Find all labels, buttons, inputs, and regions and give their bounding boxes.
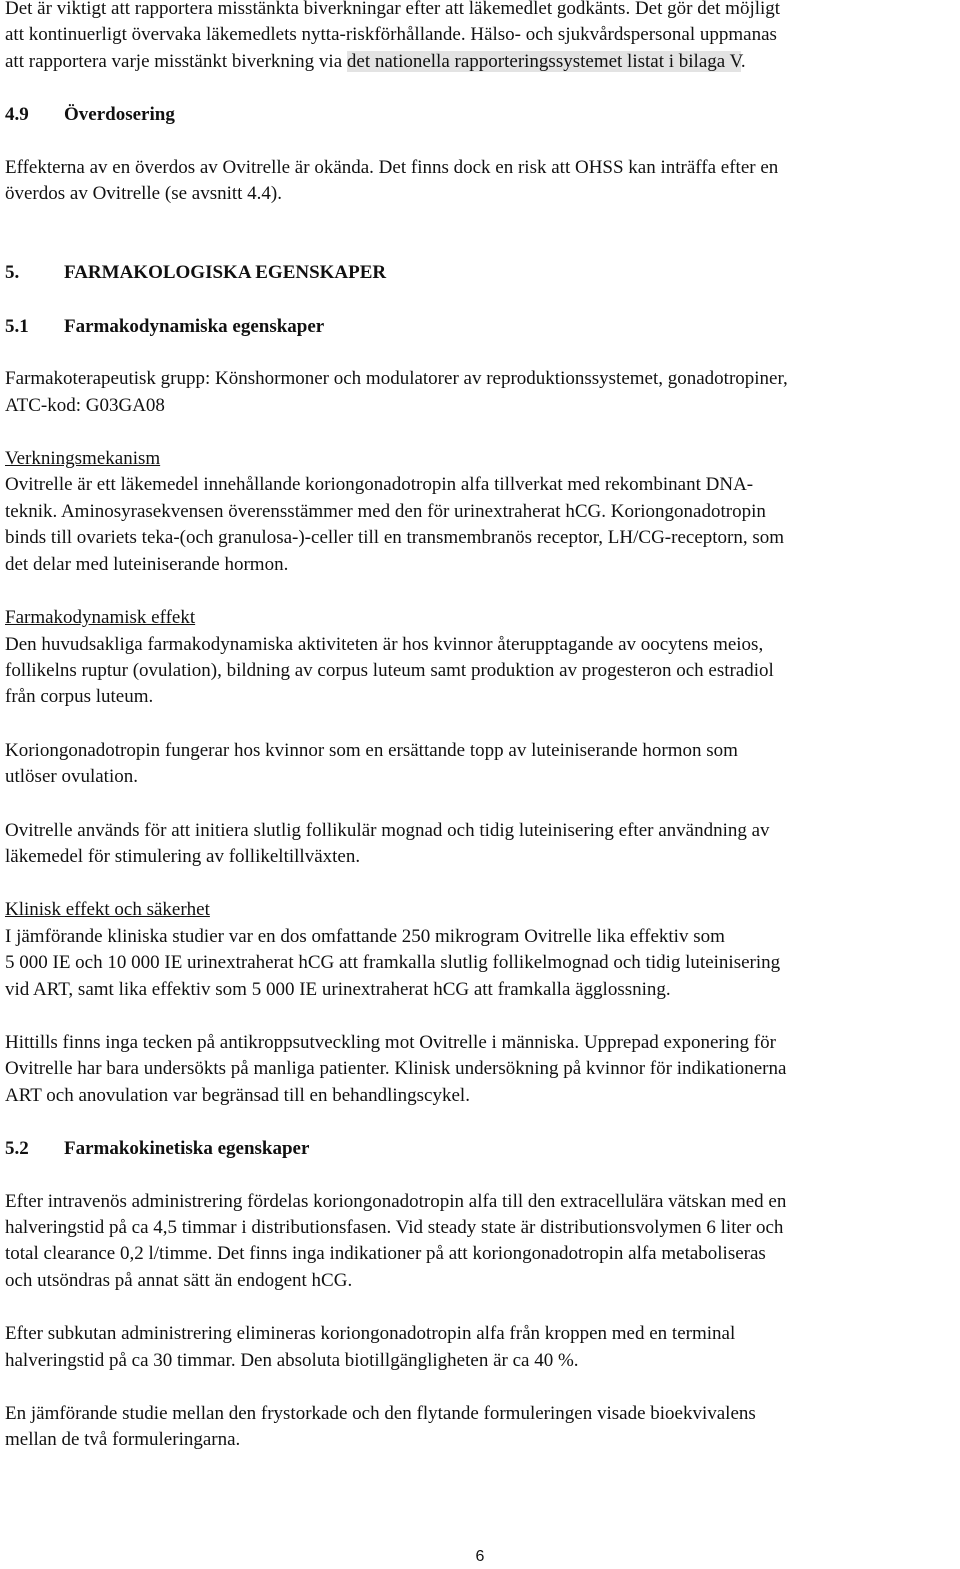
intro-paragraph	[5, 0, 957, 75]
text-line: Hittills finns inga tecken på antikroppsutveckling mot Ovitrelle i människa. Upprepad exponering för	[5, 1031, 776, 1053]
text-line: total clearance 0,2 l/timme. Det finns inga indikationer på att koriongonadotropin alfa metaboliseras	[5, 1243, 766, 1265]
text-line: 5 000 IE och 10 000 IE urinextraherat hCG att framkalla slutlig follikelmognad och tidig luteinisering	[5, 952, 781, 974]
text-line: Koriongonadotropin fungerar hos kvinnor som en ersättande topp av luteiniserande hormon som	[5, 739, 738, 761]
effect-paragraph-2	[5, 738, 957, 791]
section-title: Överdosering	[64, 104, 175, 126]
text-line: det delar med luteiniserande hormon.	[5, 553, 289, 575]
text-line: Farmakoterapeutisk grupp: Könshormoner och modulatorer av reproduktionssystemet, gonadotropiner,	[5, 368, 788, 390]
effect-subheading: Farmakodynamisk effekt	[5, 607, 196, 629]
section-number: 4.9	[5, 104, 29, 126]
text-line: halveringstid på ca 4,5 timmar i distributionsfasen. Vid steady state är distributionsvolymen 6 liter och	[5, 1217, 784, 1238]
text-line: Ovitrelle används för att initiera slutlig follikulär mognad och tidig luteinisering efter användning av	[5, 819, 770, 841]
text-line: Efter subkutan administrering elimineras koriongonadotropin alfa från kroppen med en terminal	[5, 1323, 736, 1345]
overdose-paragraph	[5, 155, 957, 208]
therapeutic-group-paragraph	[5, 366, 957, 419]
text-line: mellan de två formuleringarna.	[5, 1429, 241, 1451]
clinical-paragraph-1	[5, 924, 957, 1003]
text-line: Ovitrelle är ett läkemedel innehållande koriongonadotropin alfa tillverkat med rekombinant DNA-	[5, 474, 754, 496]
clinical-subheading: Klinisk effekt och säkerhet	[5, 899, 210, 921]
section-5-2-heading	[5, 1136, 957, 1162]
pk-paragraph-2	[5, 1321, 957, 1374]
intro-line-3	[5, 49, 957, 75]
intro-line-2: att kontinuerligt övervaka läkemedlets nytta-riskförhållande. Hälso- och sjukvårdspersonal uppmanas	[5, 24, 777, 46]
text-line: från corpus luteum.	[5, 686, 154, 708]
text-line: och utsöndras på annat sätt än endogent hCG.	[5, 1269, 353, 1291]
document-page	[5, 0, 957, 1454]
text-line: Ovitrelle har bara undersökts på manliga patienter. Klinisk undersökning på kvinnor för indikationerna	[5, 1058, 787, 1080]
text-line: ATC-kod: G03GA08	[5, 394, 165, 416]
intro-line-3-end: .	[740, 50, 746, 72]
text-line: ART och anovulation var begränsad till en behandlingscykel.	[5, 1084, 470, 1106]
text-line: utlöser ovulation.	[5, 766, 138, 788]
text-line: follikelns ruptur (ovulation), bildning av corpus luteum samt produktion av progesteron och estradiol	[5, 659, 774, 681]
text-line: läkemedel för stimulering av follikeltillväxten.	[5, 845, 361, 867]
text-line: teknik. Aminosyrasekvensen överensstämmer med den för urinextraherat hCG. Koriongonadotropin	[5, 500, 766, 522]
pk-paragraph-3	[5, 1401, 957, 1454]
text-line: vid ART, samt lika effektiv som 5 000 IE urinextraherat hCG att framkalla ägglossning.	[5, 978, 671, 1000]
intro-line-3-text: att rapportera varje misstänkt biverkning via	[5, 50, 347, 72]
text-line: binds till ovariets teka-(och granulosa-)-celler till en transmembranös receptor, LH/CG-receptorn, som	[5, 527, 785, 549]
text-line: En jämförande studie mellan den frystorkade och den flytande formuleringen visade bioekvivalens	[5, 1403, 756, 1425]
pk-paragraph-1	[5, 1189, 957, 1295]
mechanism-subheading: Verkningsmekanism	[5, 448, 161, 470]
effect-paragraph-1	[5, 632, 957, 711]
section-number: 5.	[5, 262, 20, 284]
text-line: Efter intravenös administrering fördelas koriongonadotropin alfa till den extracellulära vätskan med en	[5, 1190, 787, 1212]
text-line: överdos av Ovitrelle (se avsnitt 4.4).	[5, 183, 283, 205]
section-title: Farmakokinetiska egenskaper	[64, 1138, 310, 1160]
section-5-1-heading	[5, 314, 957, 340]
reporting-system-link[interactable]: det nationella rapporteringssystemet listat i bilaga V	[346, 50, 741, 72]
section-5-heading	[5, 260, 957, 286]
text-line: halveringstid på ca 30 timmar. Den absoluta biotillgängligheten är ca 40 %.	[5, 1349, 579, 1371]
section-title: Farmakodynamiska egenskaper	[64, 315, 325, 337]
section-number: 5.2	[5, 1138, 29, 1160]
section-title: FARMAKOLOGISKA EGENSKAPER	[64, 262, 387, 284]
page-number: 6	[475, 1548, 485, 1565]
effect-paragraph-3	[5, 818, 957, 871]
text-line: I jämförande kliniska studier var en dos omfattande 250 mikrogram Ovitrelle lika effektiv som	[5, 925, 725, 947]
text-line: Den huvudsakliga farmakodynamiska aktiviteten är hos kvinnor återupptagande av oocytens meios,	[5, 633, 764, 655]
mechanism-paragraph	[5, 472, 957, 578]
clinical-paragraph-2	[5, 1030, 957, 1109]
intro-line-1: Det är viktigt att rapportera misstänkta biverkningar efter att läkemedlet godkänts. Det gör det möjligt	[5, 0, 781, 19]
section-number: 5.1	[5, 315, 29, 337]
section-4-9-heading	[5, 102, 957, 128]
text-line: Effekterna av en överdos av Ovitrelle är okända. Det finns dock en risk att OHSS kan inträffa efter en	[5, 156, 779, 178]
